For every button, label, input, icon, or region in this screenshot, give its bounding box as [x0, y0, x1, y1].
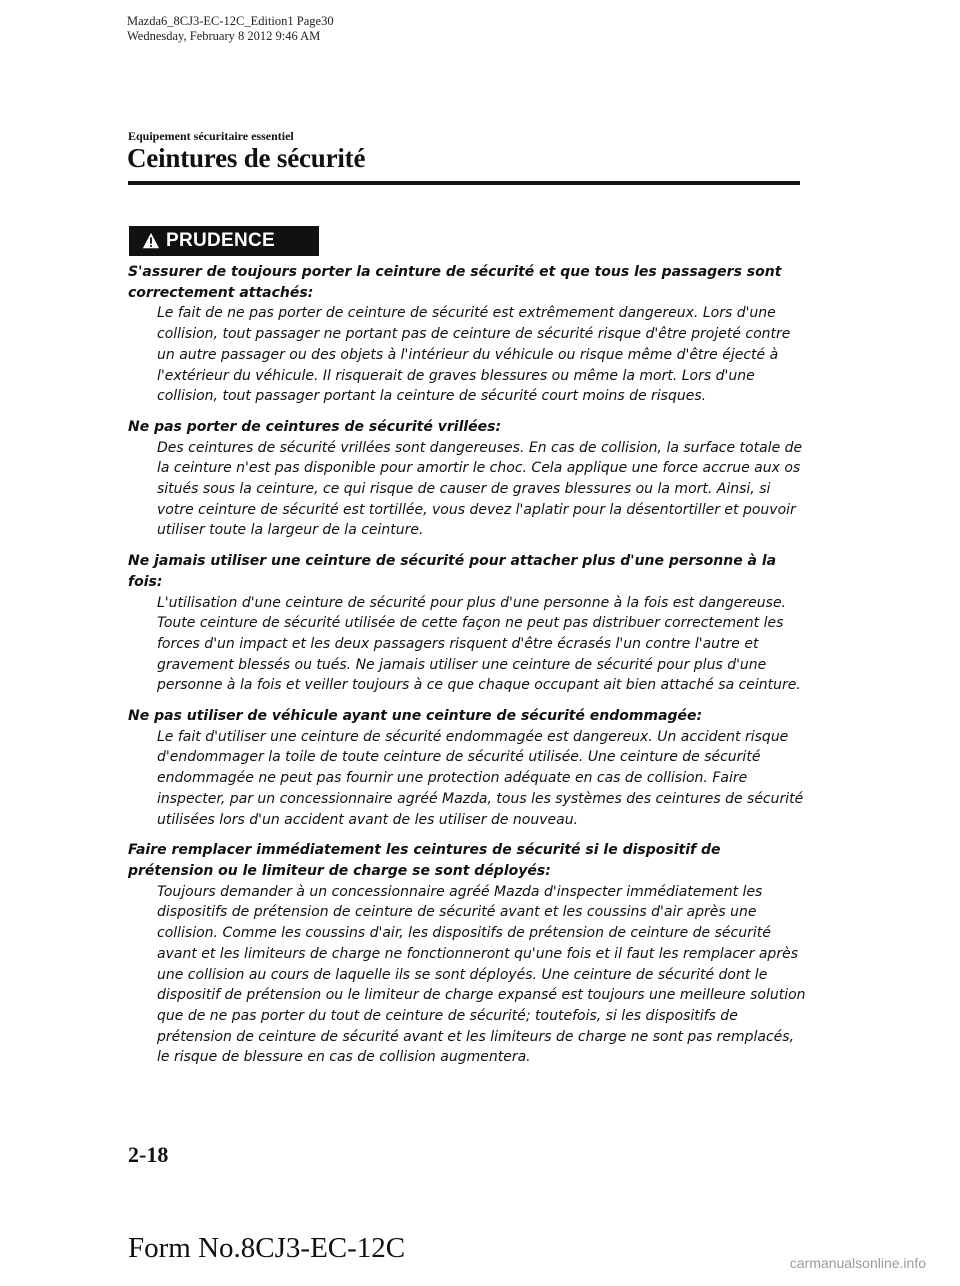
- caution-item-body: Toujours demander à un concessionnaire agréé Mazda d'inspecter immédiatement les dispositifs de prétension de ceinture de sécurité avant et les coussins d'air après une collision. Comme les coussins d'air, les dispositifs de prétension de ceinture de sécurité avant et les limiteurs de charge ne fonctionneront qu'une fois et il faut les remplacer après une collision au cours de laquelle ils se sont déployés. Une ceinture de sécurité dont le dispositif de prétension ou le limiteur de charge expansé est toujours une meilleure solution que de ne pas porter du tout de ceinture de sécurité; toutefois, si les dispositifs de prétension de ceinture de sécurité avant et les limiteurs de charge ne sont pas remplacés, le risque de blessure en cas de collision augmentera.: [157, 883, 806, 1066]
- caution-item: [128, 706, 808, 830]
- caution-item-heading: Ne pas utiliser de véhicule ayant une ceinture de sécurité endommagée:: [128, 708, 703, 725]
- page-title: Ceintures de sécurité: [127, 143, 366, 173]
- caution-item: [128, 417, 808, 541]
- caution-label: PRUDENCE: [166, 230, 276, 251]
- print-header: [127, 14, 334, 44]
- caution-item-heading: Ne pas porter de ceintures de sécurité vrillées:: [128, 418, 502, 435]
- caution-content: [128, 262, 808, 1078]
- caution-item-body: Le fait de ne pas porter de ceinture de sécurité est extrêmement dangereux. Lors d'une collision, tout passager ne portant pas de ceinture de sécurité risque d'être projeté contre un autre passager ou des objets à l'intérieur du véhicule ou risque même d'être éjecté à l'extérieur du véhicule. Il risquerait de graves blessures ou même la mort. Lors d'une collision, tout passager portant la ceinture de sécurité court moins de risques.: [157, 305, 791, 405]
- caution-badge: [129, 226, 319, 256]
- caution-item-heading: Ne jamais utiliser une ceinture de sécurité pour attacher plus d'une personne à la fois:: [128, 553, 777, 590]
- caution-item: [128, 840, 808, 1068]
- caution-item: [128, 262, 808, 407]
- header-date-line: Wednesday, February 8 2012 9:46 AM: [127, 29, 321, 43]
- form-number: Form No.8CJ3-EC-12C: [128, 1232, 406, 1264]
- title-rule: [128, 181, 800, 185]
- page-number: 2-18: [128, 1142, 169, 1167]
- warning-triangle-icon: [142, 232, 160, 250]
- caution-item: [128, 551, 808, 696]
- watermark: carmanualsonline.info: [789, 1255, 926, 1271]
- caution-item-body: L'utilisation d'une ceinture de sécurité pour plus d'une personne à la fois est dangereuse. Toute ceinture de sécurité utilisée de cette façon ne peut pas distribuer correctement les forces d'un impact et les deux passagers risquent d'être écrasés l'un contre l'autre et gravement blessés ou tués. Ne jamais utiliser une ceinture de sécurité pour plus d'une personne à la fois et veiller toujours à ce que chaque occupant ait bien attaché sa ceinture.: [157, 594, 801, 694]
- header-file-line: Mazda6_8CJ3-EC-12C_Edition1 Page30: [127, 14, 334, 28]
- caution-item-body: Des ceintures de sécurité vrillées sont dangereuses. En cas de collision, la surface totale de la ceinture n'est pas disponible pour amortir le choc. Cela applique une force accrue aux os situés sous la ceinture, ce qui risque de causer de graves blessures ou la mort. Ainsi, si votre ceinture de sécurité est tortillée, vous devez l'aplatir pour la désentortiller et pouvoir utiliser toute la largeur de la ceinture.: [157, 439, 803, 539]
- caution-item-heading: S'assurer de toujours porter la ceinture de sécurité et que tous les passagers sont correctement attachés:: [128, 264, 782, 301]
- section-label: Equipement sécuritaire essentiel: [128, 129, 294, 143]
- caution-item-body: Le fait d'utiliser une ceinture de sécurité endommagée est dangereux. Un accident risque d'endommager la toile de toute ceinture de sécurité utilisée. Une ceinture de sécurité endommagée ne peut pas fournir une protection adéquate en cas de collision. Faire inspecter, par un concessionnaire agréé Mazda, tous les systèmes des ceintures de sécurité utilisées lors d'un accident avant de les utiliser de nouveau.: [157, 728, 804, 828]
- caution-item-heading: Faire remplacer immédiatement les ceintures de sécurité si le dispositif de prétension ou le limiteur de charge se sont déployés:: [128, 842, 721, 879]
